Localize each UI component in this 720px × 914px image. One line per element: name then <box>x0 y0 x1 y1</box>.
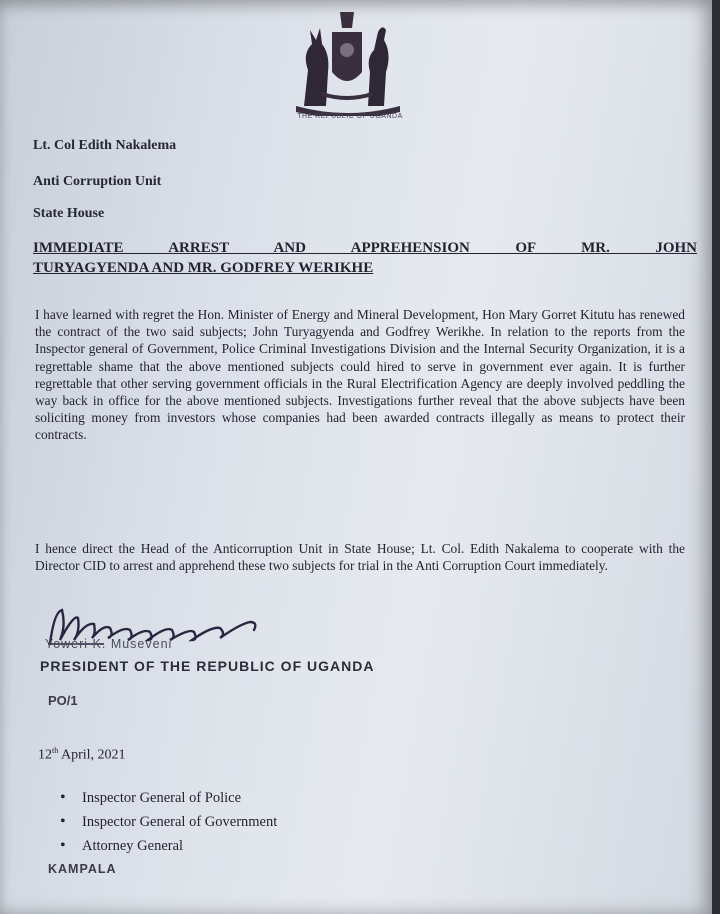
subject-line-1: IMMEDIATE ARREST AND APPREHENSION OF MR. JOHN <box>33 240 697 256</box>
crest-caption: THE REPUBLIC OF UGANDA <box>297 113 403 120</box>
date-day: 12 <box>38 747 52 763</box>
copy-item: • Inspector General of Government <box>60 810 277 834</box>
date-suffix: th <box>52 746 59 755</box>
copy-list <box>60 786 277 858</box>
city: KAMPALA <box>48 862 117 876</box>
addressee-office: State House <box>33 206 105 221</box>
body-paragraph-1: I have learned with regret the Hon. Minister of Energy and Mineral Development, Hon Mary Gorret Kitutu has renewed the contract of the two said subjects; John Turyagyenda and Godfrey Werikhe. In relation to the reports from the Inspector general of Government, Police Criminal Investigations Division and the Internal Security Organization, it is a regrettable shame that the above mentioned subjects could hired to serve in government ever again. It is further regrettable that other serving government officials in the Rural Electrification Agency are deeply involved peddling the way back in office for the above mentioned subjects. Investigations further reveal that the above subjects have been soliciting money from investors whose companies had been awarded contracts illegally as means to protect their contracts. <box>35 307 685 443</box>
signatory-title: PRESIDENT OF THE REPUBLIC OF UGANDA <box>40 658 375 674</box>
uganda-coat-of-arms-icon <box>282 10 412 116</box>
addressee-unit: Anti Corruption Unit <box>33 174 162 189</box>
date-rest: April, 2021 <box>60 747 126 763</box>
addressee-name: Lt. Col Edith Nakalema <box>33 138 177 153</box>
body-paragraph-2: I hence direct the Head of the Anticorruption Unit in State House; Lt. Col. Edith Nakalema to cooperate with the Director CID to arrest and apprehend these two subjects for trial in the Anti Corruption Court immediately. <box>35 541 685 574</box>
reference-number: PO/1 <box>48 693 78 708</box>
subject-line-2: TURYAGYENDA AND MR. GODFREY WERIKHE <box>33 260 374 276</box>
copy-item: • Inspector General of Police <box>60 786 277 810</box>
signatory-name: Yoweri K. Museveni <box>45 637 173 651</box>
subject-heading <box>33 238 697 278</box>
letter-date <box>38 746 126 764</box>
copy-item: • Attorney General <box>60 834 277 858</box>
